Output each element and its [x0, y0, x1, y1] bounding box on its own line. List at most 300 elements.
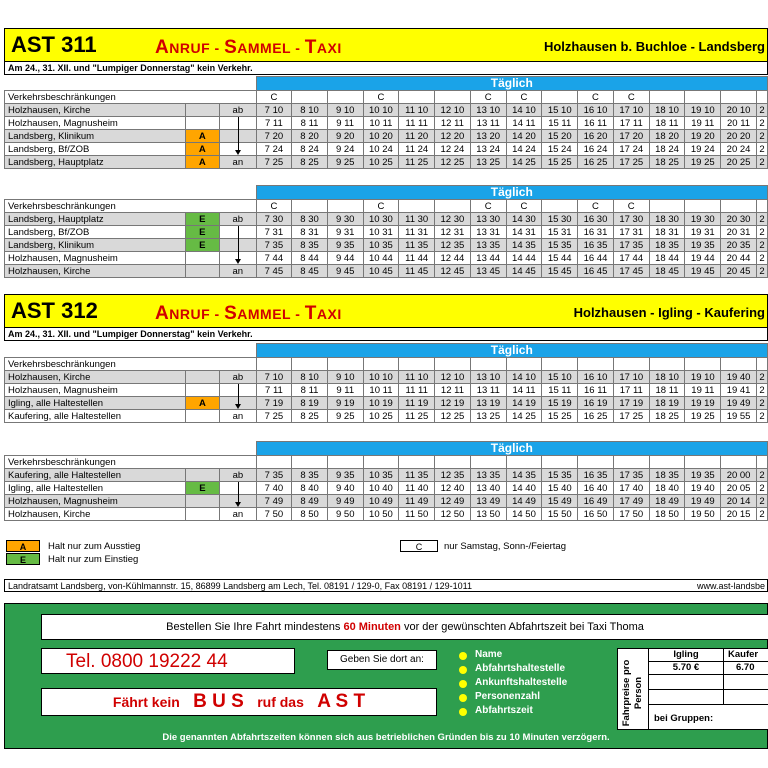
departure-time: 10 50	[363, 508, 399, 521]
departure-time: 11 25	[399, 156, 435, 169]
departure-time: 8 11	[292, 117, 328, 130]
departure-time: 14 25	[506, 410, 542, 423]
restriction-cell	[756, 200, 767, 213]
stop-code-badge: A	[185, 143, 219, 156]
departure-time: 8 24	[292, 143, 328, 156]
stop-code-badge: A	[185, 156, 219, 169]
departure-time: 7 30	[256, 213, 292, 226]
restriction-cell: C	[470, 91, 506, 104]
departure-time: 2	[756, 469, 767, 482]
departure-time: 9 31	[327, 226, 363, 239]
departure-time: 7 10	[256, 371, 292, 384]
departure-time: 9 40	[327, 482, 363, 495]
departure-time: 8 30	[292, 213, 328, 226]
departure-time: 16 10	[578, 371, 614, 384]
restriction-cell	[435, 358, 471, 371]
departure-time: 20 15	[721, 508, 757, 521]
departure-time: 13 11	[470, 117, 506, 130]
stop-name: Landsberg, Hauptplatz	[5, 156, 186, 169]
restriction-cell: C	[506, 200, 542, 213]
departure-time: 16 45	[578, 265, 614, 278]
departure-time: 17 40	[613, 482, 649, 495]
ast311-note: Am 24., 31. XII. und "Lumpiger Donnerstag" kein Verkehr.	[4, 62, 768, 75]
departure-time: 19 30	[685, 213, 721, 226]
restriction-cell	[256, 358, 292, 371]
stop-name: Kaufering, alle Haltestellen	[5, 469, 186, 482]
restriction-cell	[506, 456, 542, 469]
departure-time: 17 11	[613, 384, 649, 397]
stop-code-badge: E	[185, 482, 219, 495]
departure-time: 2	[756, 482, 767, 495]
restriction-label: Verkehrsbeschränkungen	[5, 91, 257, 104]
departure-time: 7 10	[256, 104, 292, 117]
departure-time: 2	[756, 508, 767, 521]
website-link[interactable]: www.ast-landsbe	[696, 581, 765, 591]
stop-name: Holzhausen, Magnusheim	[5, 117, 186, 130]
departure-time: 2	[756, 495, 767, 508]
departure-time: 19 45	[685, 265, 721, 278]
direction-arrow-icon	[238, 226, 239, 259]
departure-time: 15 19	[542, 397, 578, 410]
restriction-cell	[542, 358, 578, 371]
restriction-cell: C	[256, 91, 292, 104]
departure-time: 20 24	[721, 143, 757, 156]
departure-time: 14 45	[506, 265, 542, 278]
bullet-icon	[459, 666, 467, 674]
departure-time: 15 10	[542, 104, 578, 117]
stop-code-badge	[185, 469, 219, 482]
restriction-cell	[578, 456, 614, 469]
departure-time: 19 10	[685, 371, 721, 384]
departure-time: 2	[756, 252, 767, 265]
restriction-cell	[685, 358, 721, 371]
departure-time: 8 11	[292, 384, 328, 397]
departure-time: 13 30	[470, 213, 506, 226]
departure-time: 10 19	[363, 397, 399, 410]
departure-time: 11 20	[399, 130, 435, 143]
departure-time: 17 35	[613, 239, 649, 252]
restriction-cell	[470, 358, 506, 371]
restriction-cell	[756, 358, 767, 371]
departure-time: 17 44	[613, 252, 649, 265]
departure-time: 15 11	[542, 384, 578, 397]
departure-time: 7 35	[256, 469, 292, 482]
fare-col-igling: Igling	[649, 649, 724, 662]
ast312-note: Am 24., 31. XII. und "Lumpiger Donnerstag" kein Verkehr.	[4, 328, 768, 341]
ast311-timetable-return	[4, 185, 768, 278]
departure-time: 18 45	[649, 265, 685, 278]
restriction-cell	[649, 91, 685, 104]
departure-time: 10 35	[363, 239, 399, 252]
stop-code-badge: E	[185, 226, 219, 239]
legend-c-box: C	[400, 540, 438, 552]
departure-time: 9 10	[327, 104, 363, 117]
departure-time: 14 10	[506, 371, 542, 384]
stop-row	[5, 143, 768, 156]
departure-time: 15 20	[542, 130, 578, 143]
departure-time: 14 31	[506, 226, 542, 239]
arrow-down-icon	[235, 502, 241, 507]
departure-time: 10 10	[363, 371, 399, 384]
direction-arrow-icon	[238, 384, 239, 404]
restriction-cell: C	[578, 200, 614, 213]
restriction-cell	[542, 200, 578, 213]
stop-row	[5, 508, 768, 521]
stop-code-badge	[185, 371, 219, 384]
departure-time: 11 44	[399, 252, 435, 265]
departure-time: 13 35	[470, 469, 506, 482]
stop-direction: ab	[220, 213, 256, 226]
restriction-cell	[327, 358, 363, 371]
departure-time: 12 50	[435, 508, 471, 521]
departure-time: 9 44	[327, 252, 363, 265]
ast311-ast-label: ANRUF - SAMMEL - TAXI	[155, 37, 342, 58]
restriction-cell: C	[256, 200, 292, 213]
departure-time: 19 19	[685, 397, 721, 410]
departure-time: 8 19	[292, 397, 328, 410]
stop-row	[5, 410, 768, 423]
stop-code-badge	[185, 265, 219, 278]
departure-time: 16 24	[578, 143, 614, 156]
departure-time: 10 25	[363, 156, 399, 169]
departure-time: 14 35	[506, 239, 542, 252]
departure-time: 11 10	[399, 371, 435, 384]
departure-time: 9 19	[327, 397, 363, 410]
departure-time: 16 11	[578, 384, 614, 397]
departure-time: 16 50	[578, 508, 614, 521]
fare-groups-label: bei Gruppen:	[654, 713, 714, 724]
departure-time: 15 31	[542, 226, 578, 239]
departure-time: 17 20	[613, 130, 649, 143]
stop-row	[5, 156, 768, 169]
departure-time: 19 49	[685, 495, 721, 508]
departure-time: 8 35	[292, 239, 328, 252]
stop-name: Landsberg, Bf/ZOB	[5, 226, 186, 239]
field-passenger-count: Personenzahl	[475, 691, 541, 702]
departure-time: 12 45	[435, 265, 471, 278]
departure-time: 2	[756, 384, 767, 397]
departure-time: 13 25	[470, 410, 506, 423]
departure-time: 12 44	[435, 252, 471, 265]
departure-time: 13 24	[470, 143, 506, 156]
departure-time: 14 35	[506, 469, 542, 482]
ast312-header	[4, 294, 768, 328]
departure-time: 17 19	[613, 397, 649, 410]
departure-time: 17 31	[613, 226, 649, 239]
stop-name: Landsberg, Hauptplatz	[5, 213, 186, 226]
order-banner: Bestellen Sie Ihre Fahrt mindestens 60 Minuten vor der gewünschten Abfahrtszeit bei Taxi Thoma	[41, 614, 768, 640]
ast311-route: Holzhausen b. Buchloe - Landsberg	[543, 39, 765, 54]
departure-time: 19 44	[685, 252, 721, 265]
departure-time: 18 25	[649, 156, 685, 169]
departure-time: 2	[756, 156, 767, 169]
stop-name: Holzhausen, Kirche	[5, 371, 186, 384]
departure-time: 13 31	[470, 226, 506, 239]
departure-time: 15 45	[542, 265, 578, 278]
departure-time: 15 25	[542, 410, 578, 423]
departure-time: 11 35	[399, 239, 435, 252]
departure-time: 20 45	[721, 265, 757, 278]
departure-time: 16 40	[578, 482, 614, 495]
departure-time: 18 50	[649, 508, 685, 521]
departure-time: 7 44	[256, 252, 292, 265]
departure-time: 12 49	[435, 495, 471, 508]
departure-time: 16 11	[578, 117, 614, 130]
departure-time: 2	[756, 239, 767, 252]
field-departure-time: Abfahrtszeit	[475, 705, 533, 716]
departure-time: 10 35	[363, 469, 399, 482]
ast312-timetable-return	[4, 441, 768, 521]
departure-time: 17 30	[613, 213, 649, 226]
legend-e-box: E	[6, 553, 40, 565]
bullet-icon	[459, 680, 467, 688]
restriction-cell	[435, 200, 471, 213]
departure-time: 17 24	[613, 143, 649, 156]
departure-time: 20 11	[721, 117, 757, 130]
departure-time: 20 31	[721, 226, 757, 239]
legend-a-box: A	[6, 540, 40, 552]
stop-direction: an	[220, 265, 256, 278]
departure-time: 10 11	[363, 117, 399, 130]
departure-time: 10 40	[363, 482, 399, 495]
departure-time: 16 20	[578, 130, 614, 143]
departure-time: 11 11	[399, 384, 435, 397]
stop-code-badge	[185, 384, 219, 397]
departure-time: 9 25	[327, 410, 363, 423]
departure-time: 9 20	[327, 130, 363, 143]
departure-time: 17 35	[613, 469, 649, 482]
departure-time: 10 20	[363, 130, 399, 143]
stop-name: Holzhausen, Kirche	[5, 508, 186, 521]
departure-time: 16 35	[578, 239, 614, 252]
restriction-cell	[292, 200, 328, 213]
restriction-cell	[327, 200, 363, 213]
restriction-cell: C	[578, 91, 614, 104]
stop-direction: an	[220, 156, 256, 169]
departure-time: 15 11	[542, 117, 578, 130]
arrow-down-icon	[235, 259, 241, 264]
departure-time: 12 10	[435, 104, 471, 117]
order-minutes: 60 Minuten	[343, 621, 401, 633]
departure-time: 17 10	[613, 371, 649, 384]
departure-time: 9 24	[327, 143, 363, 156]
fare-table	[617, 648, 768, 730]
departure-time: 16 49	[578, 495, 614, 508]
stop-name: Landsberg, Klinikum	[5, 130, 186, 143]
departure-time: 8 50	[292, 508, 328, 521]
departure-time: 18 11	[649, 117, 685, 130]
departure-time: 19 40	[721, 371, 757, 384]
restriction-cell	[613, 456, 649, 469]
departure-time: 13 44	[470, 252, 506, 265]
departure-time: 12 25	[435, 410, 471, 423]
ast311-number: AST 311	[11, 32, 97, 57]
departure-time: 19 50	[685, 508, 721, 521]
departure-time: 18 35	[649, 239, 685, 252]
direction-arrow-icon	[238, 117, 239, 150]
legend-c-text: nur Samstag, Sonn-/Feiertag	[444, 541, 566, 552]
stop-name: Igling, alle Haltestellen	[5, 482, 186, 495]
restriction-label: Verkehrsbeschränkungen	[5, 358, 257, 371]
arrow-down-icon	[235, 404, 241, 409]
fare-side-label: Fahrpreise pro Person	[621, 659, 644, 727]
departure-time: 14 49	[506, 495, 542, 508]
departure-time: 13 45	[470, 265, 506, 278]
stop-name: Landsberg, Klinikum	[5, 239, 186, 252]
stop-code-badge: E	[185, 213, 219, 226]
departure-time: 19 10	[685, 104, 721, 117]
departure-time: 14 11	[506, 384, 542, 397]
fare-value-kaufering: 6.70	[724, 662, 768, 675]
daily-label: Täglich	[256, 77, 767, 91]
stop-row	[5, 239, 768, 252]
departure-time: 10 44	[363, 252, 399, 265]
departure-time: 13 19	[470, 397, 506, 410]
restriction-cell	[542, 91, 578, 104]
restriction-cell	[292, 358, 328, 371]
restriction-cell	[721, 456, 757, 469]
restriction-cell	[470, 456, 506, 469]
departure-time: 14 25	[506, 156, 542, 169]
restriction-cell	[721, 91, 757, 104]
departure-time: 19 11	[685, 117, 721, 130]
legend-a-text: Halt nur zum Ausstieg	[48, 541, 141, 552]
departure-time: 9 30	[327, 213, 363, 226]
departure-time: 12 35	[435, 239, 471, 252]
departure-time: 2	[756, 410, 767, 423]
stop-row	[5, 384, 768, 397]
departure-time: 11 10	[399, 104, 435, 117]
departure-time: 9 11	[327, 117, 363, 130]
stop-direction: ab	[220, 469, 256, 482]
departure-time: 16 44	[578, 252, 614, 265]
departure-time: 20 44	[721, 252, 757, 265]
departure-time: 15 25	[542, 156, 578, 169]
stop-code-badge: A	[185, 130, 219, 143]
bullet-icon	[459, 694, 467, 702]
restriction-cell: C	[363, 200, 399, 213]
departure-time: 19 49	[721, 397, 757, 410]
departure-time: 18 20	[649, 130, 685, 143]
departure-time: 15 35	[542, 239, 578, 252]
departure-time: 9 35	[327, 239, 363, 252]
departure-time: 9 10	[327, 371, 363, 384]
departure-time: 13 10	[470, 104, 506, 117]
departure-time: 7 24	[256, 143, 292, 156]
restriction-cell	[649, 358, 685, 371]
departure-time: 7 11	[256, 384, 292, 397]
departure-time: 2	[756, 371, 767, 384]
departure-time: 2	[756, 226, 767, 239]
departure-time: 18 35	[649, 469, 685, 482]
stop-direction: an	[220, 410, 256, 423]
restriction-cell	[363, 456, 399, 469]
restriction-cell: C	[613, 200, 649, 213]
restriction-cell	[721, 200, 757, 213]
stop-code-badge	[185, 117, 219, 130]
stop-row	[5, 130, 768, 143]
departure-time: 10 45	[363, 265, 399, 278]
departure-time: 12 11	[435, 117, 471, 130]
departure-time: 2	[756, 130, 767, 143]
ast312-number: AST 312	[11, 298, 98, 323]
restriction-cell: C	[506, 91, 542, 104]
departure-time: 11 40	[399, 482, 435, 495]
stop-name: Holzhausen, Magnusheim	[5, 495, 186, 508]
field-arrival-stop: Ankunftshaltestelle	[475, 677, 568, 688]
departure-time: 17 45	[613, 265, 649, 278]
departure-time: 18 10	[649, 104, 685, 117]
departure-time: 13 50	[470, 508, 506, 521]
fare-value-igling: 5.70 €	[649, 662, 724, 675]
daily-label: Täglich	[256, 344, 767, 358]
departure-time: 17 10	[613, 104, 649, 117]
departure-time: 14 30	[506, 213, 542, 226]
restriction-cell	[435, 456, 471, 469]
phone-number[interactable]: Tel. 0800 19222 44	[41, 648, 295, 674]
departure-time: 8 44	[292, 252, 328, 265]
ast311-timetable-outbound	[4, 76, 768, 169]
restriction-cell	[292, 456, 328, 469]
stop-row	[5, 371, 768, 384]
departure-time: 18 10	[649, 371, 685, 384]
departure-time: 19 25	[685, 156, 721, 169]
departure-time: 19 31	[685, 226, 721, 239]
departure-time: 11 35	[399, 469, 435, 482]
restriction-cell	[685, 91, 721, 104]
restriction-cell	[578, 358, 614, 371]
departure-time: 10 24	[363, 143, 399, 156]
departure-time: 17 50	[613, 508, 649, 521]
give-info-label: Geben Sie dort an:	[327, 650, 437, 670]
restriction-cell: C	[613, 91, 649, 104]
address-footer	[4, 579, 768, 592]
departure-time: 12 20	[435, 130, 471, 143]
departure-time: 7 45	[256, 265, 292, 278]
departure-time: 7 25	[256, 156, 292, 169]
daily-label: Täglich	[256, 442, 767, 456]
departure-time: 16 25	[578, 156, 614, 169]
departure-time: 13 11	[470, 384, 506, 397]
stop-row	[5, 213, 768, 226]
bullet-icon	[459, 652, 467, 660]
departure-time: 14 24	[506, 143, 542, 156]
stop-row	[5, 226, 768, 239]
departure-time: 11 50	[399, 508, 435, 521]
departure-time: 11 31	[399, 226, 435, 239]
departure-time: 13 10	[470, 371, 506, 384]
departure-time: 17 11	[613, 117, 649, 130]
restriction-cell	[256, 456, 292, 469]
departure-time: 7 35	[256, 239, 292, 252]
departure-time: 20 20	[721, 130, 757, 143]
departure-time: 13 35	[470, 239, 506, 252]
restriction-cell	[685, 456, 721, 469]
departure-time: 8 20	[292, 130, 328, 143]
departure-time: 17 25	[613, 156, 649, 169]
stop-name: Holzhausen, Kirche	[5, 265, 186, 278]
departure-time: 18 19	[649, 397, 685, 410]
departure-time: 19 25	[685, 410, 721, 423]
departure-time: 13 49	[470, 495, 506, 508]
departure-time: 16 31	[578, 226, 614, 239]
departure-time: 10 11	[363, 384, 399, 397]
stop-direction: an	[220, 508, 256, 521]
departure-time: 12 31	[435, 226, 471, 239]
daily-label: Täglich	[256, 186, 767, 200]
restriction-cell	[399, 200, 435, 213]
departure-time: 10 10	[363, 104, 399, 117]
